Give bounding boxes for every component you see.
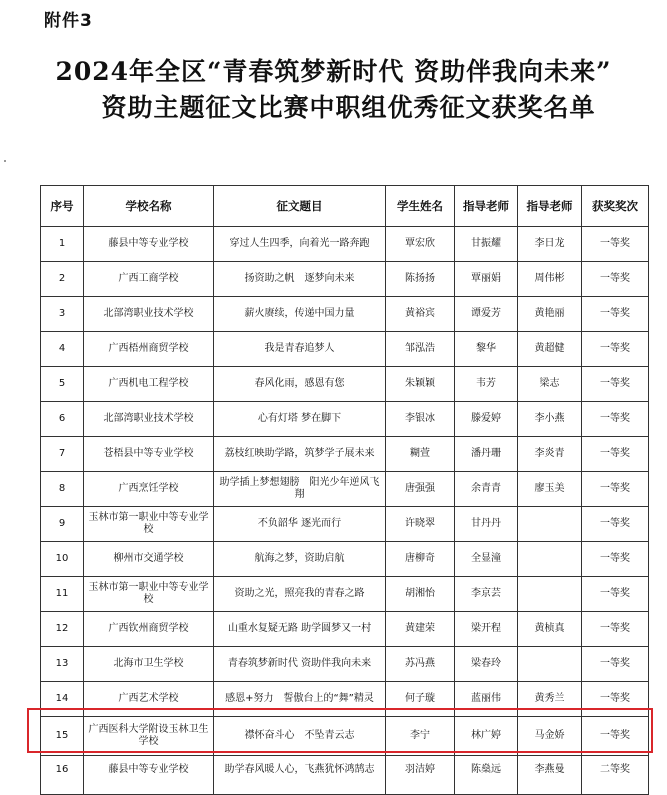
table-body xyxy=(41,227,649,795)
cell-award: 一等奖 xyxy=(582,472,649,507)
cell-award: 一等奖 xyxy=(582,227,649,262)
table-row xyxy=(41,297,649,332)
cell-essay-title: 心有灯塔 梦在脚下 xyxy=(214,402,386,437)
cell-advisor-1: 韦芳 xyxy=(455,367,518,402)
cell-essay-title: 青春筑梦新时代 资助伴我向未来 xyxy=(214,647,386,682)
cell-essay-title: 山重水复疑无路 助学圆梦又一村 xyxy=(214,612,386,647)
cell-essay-title: 扬资助之帆 逐梦向未来 xyxy=(214,262,386,297)
cell-advisor-1: 谭爱芳 xyxy=(455,297,518,332)
cell-essay-title: 荔枝红映助学路，筑梦学子展未来 xyxy=(214,437,386,472)
cell-award: 一等奖 xyxy=(582,507,649,542)
cell-advisor-1: 甘丹丹 xyxy=(455,507,518,542)
table-row xyxy=(41,542,649,577)
cell-student: 陈扬扬 xyxy=(386,262,455,297)
cell-student: 唐柳奇 xyxy=(386,542,455,577)
cell-student: 羽洁婷 xyxy=(386,756,455,795)
cell-school: 北部湾职业技术学校 xyxy=(84,402,214,437)
cell-award: 一等奖 xyxy=(582,402,649,437)
cell-award: 二等奖 xyxy=(582,756,649,795)
cell-school: 广西梧州商贸学校 xyxy=(84,332,214,367)
header-award: 获奖奖次 xyxy=(582,186,649,227)
cell-advisor-2: 廖玉美 xyxy=(518,472,582,507)
table-row xyxy=(41,647,649,682)
cell-advisor-2: 黄超健 xyxy=(518,332,582,367)
cell-school: 广西艺术学校 xyxy=(84,682,214,717)
cell-student: 糊萱 xyxy=(386,437,455,472)
table-row xyxy=(41,437,649,472)
attachment-label: 附件3 xyxy=(44,11,93,31)
cell-advisor-2: 黄桢真 xyxy=(518,612,582,647)
table-row xyxy=(41,756,649,795)
cell-index: 7 xyxy=(41,437,84,472)
cell-student: 邹泓浩 xyxy=(386,332,455,367)
cell-advisor-1: 蓝丽伟 xyxy=(455,682,518,717)
cell-advisor-2: 周伟彬 xyxy=(518,262,582,297)
cell-advisor-2: 梁志 xyxy=(518,367,582,402)
cell-award: 一等奖 xyxy=(582,612,649,647)
cell-school: 广西烹饪学校 xyxy=(84,472,214,507)
table-header-row xyxy=(41,186,649,227)
table-row xyxy=(41,717,649,756)
scan-speck xyxy=(4,160,6,162)
cell-index: 13 xyxy=(41,647,84,682)
cell-student: 朱颖颖 xyxy=(386,367,455,402)
table-row xyxy=(41,402,649,437)
cell-essay-title: 春风化雨，感恩有您 xyxy=(214,367,386,402)
cell-school: 北部湾职业技术学校 xyxy=(84,297,214,332)
cell-advisor-1: 黎华 xyxy=(455,332,518,367)
cell-index: 6 xyxy=(41,402,84,437)
cell-advisor-1: 梁开程 xyxy=(455,612,518,647)
cell-school: 广西钦州商贸学校 xyxy=(84,612,214,647)
cell-student: 黄裕宾 xyxy=(386,297,455,332)
header-student: 学生姓名 xyxy=(386,186,455,227)
cell-advisor-2: 马金娇 xyxy=(518,717,582,756)
cell-award: 一等奖 xyxy=(582,577,649,612)
header-school: 学校名称 xyxy=(84,186,214,227)
cell-essay-title: 感恩+努力 誓傲台上的“舞”精灵 xyxy=(214,682,386,717)
cell-index: 11 xyxy=(41,577,84,612)
cell-essay-title: 助学插上梦想翅膀 阳光少年逆风飞翔 xyxy=(214,472,386,507)
cell-award: 一等奖 xyxy=(582,262,649,297)
cell-school: 柳州市交通学校 xyxy=(84,542,214,577)
cell-school: 北海市卫生学校 xyxy=(84,647,214,682)
cell-advisor-1: 潘丹珊 xyxy=(455,437,518,472)
cell-student: 唐强强 xyxy=(386,472,455,507)
table-row xyxy=(41,367,649,402)
cell-advisor-1: 林广婷 xyxy=(455,717,518,756)
cell-advisor-2 xyxy=(518,577,582,612)
table-row xyxy=(41,332,649,367)
cell-student: 何子璇 xyxy=(386,682,455,717)
cell-index: 10 xyxy=(41,542,84,577)
cell-award: 一等奖 xyxy=(582,367,649,402)
cell-school: 广西医科大学附设玉林卫生学校 xyxy=(84,717,214,756)
cell-student: 苏冯燕 xyxy=(386,647,455,682)
cell-advisor-2: 李炎青 xyxy=(518,437,582,472)
document-title-line-2: 资助主题征文比赛中职组优秀征文获奖名单 xyxy=(101,93,596,122)
table-row xyxy=(41,507,649,542)
cell-essay-title: 薪火赓续，传递中国力量 xyxy=(214,297,386,332)
cell-school: 广西机电工程学校 xyxy=(84,367,214,402)
cell-school: 藤县中等专业学校 xyxy=(84,756,214,795)
cell-advisor-1: 覃丽娟 xyxy=(455,262,518,297)
cell-award: 一等奖 xyxy=(582,297,649,332)
cell-index: 16 xyxy=(41,756,84,795)
table-row xyxy=(41,262,649,297)
cell-school: 玉林市第一职业中等专业学校 xyxy=(84,507,214,542)
cell-advisor-1: 全显潼 xyxy=(455,542,518,577)
cell-essay-title: 资助之光，照亮我的青春之路 xyxy=(214,577,386,612)
header-advisor-1: 指导老师 xyxy=(455,186,518,227)
table-row xyxy=(41,682,649,717)
cell-award: 一等奖 xyxy=(582,717,649,756)
cell-essay-title: 不负韶华 逐光而行 xyxy=(214,507,386,542)
cell-advisor-1: 陈燊远 xyxy=(455,756,518,795)
cell-student: 胡湘怡 xyxy=(386,577,455,612)
cell-advisor-2 xyxy=(518,507,582,542)
cell-student: 李银冰 xyxy=(386,402,455,437)
cell-student: 覃宏欣 xyxy=(386,227,455,262)
cell-award: 一等奖 xyxy=(582,437,649,472)
cell-student: 许晓翠 xyxy=(386,507,455,542)
cell-index: 3 xyxy=(41,297,84,332)
cell-advisor-1: 滕爱婷 xyxy=(455,402,518,437)
header-advisor-2: 指导老师 xyxy=(518,186,582,227)
cell-school: 藤县中等专业学校 xyxy=(84,227,214,262)
cell-essay-title: 穿过人生四季，向着光一路奔跑 xyxy=(214,227,386,262)
cell-student: 李宁 xyxy=(386,717,455,756)
cell-index: 8 xyxy=(41,472,84,507)
cell-school: 广西工商学校 xyxy=(84,262,214,297)
cell-index: 5 xyxy=(41,367,84,402)
table-row xyxy=(41,612,649,647)
cell-student: 黄建荣 xyxy=(386,612,455,647)
header-essay-title: 征文题目 xyxy=(214,186,386,227)
cell-index: 4 xyxy=(41,332,84,367)
cell-essay-title: 助学春风暖人心，飞燕犹怀鸿鹄志 xyxy=(214,756,386,795)
cell-award: 一等奖 xyxy=(582,542,649,577)
cell-advisor-2: 李小燕 xyxy=(518,402,582,437)
table-row xyxy=(41,227,649,262)
cell-essay-title: 襟怀奋斗心 不坠青云志 xyxy=(214,717,386,756)
cell-index: 14 xyxy=(41,682,84,717)
cell-school: 苍梧县中等专业学校 xyxy=(84,437,214,472)
cell-advisor-2: 黄艳丽 xyxy=(518,297,582,332)
cell-essay-title: 我是青春追梦人 xyxy=(214,332,386,367)
cell-advisor-2: 李燕曼 xyxy=(518,756,582,795)
document-title-line-1: 2024年全区“青春筑梦新时代 资助伴我向未来” xyxy=(55,57,612,86)
cell-school: 玉林市第一职业中等专业学校 xyxy=(84,577,214,612)
cell-award: 一等奖 xyxy=(582,682,649,717)
cell-index: 9 xyxy=(41,507,84,542)
table-row xyxy=(41,577,649,612)
cell-advisor-2 xyxy=(518,647,582,682)
cell-index: 1 xyxy=(41,227,84,262)
cell-award: 一等奖 xyxy=(582,332,649,367)
header-index: 序号 xyxy=(41,186,84,227)
cell-award: 一等奖 xyxy=(582,647,649,682)
cell-advisor-1: 李京芸 xyxy=(455,577,518,612)
cell-advisor-2: 李日龙 xyxy=(518,227,582,262)
cell-advisor-2: 黄秀兰 xyxy=(518,682,582,717)
cell-advisor-1: 甘振耀 xyxy=(455,227,518,262)
cell-advisor-1: 余青青 xyxy=(455,472,518,507)
cell-advisor-2 xyxy=(518,542,582,577)
cell-index: 2 xyxy=(41,262,84,297)
cell-index: 15 xyxy=(41,717,84,756)
cell-index: 12 xyxy=(41,612,84,647)
cell-advisor-1: 梁春玲 xyxy=(455,647,518,682)
award-list-table xyxy=(40,185,649,795)
table-row xyxy=(41,472,649,507)
cell-essay-title: 航海之梦，资助启航 xyxy=(214,542,386,577)
